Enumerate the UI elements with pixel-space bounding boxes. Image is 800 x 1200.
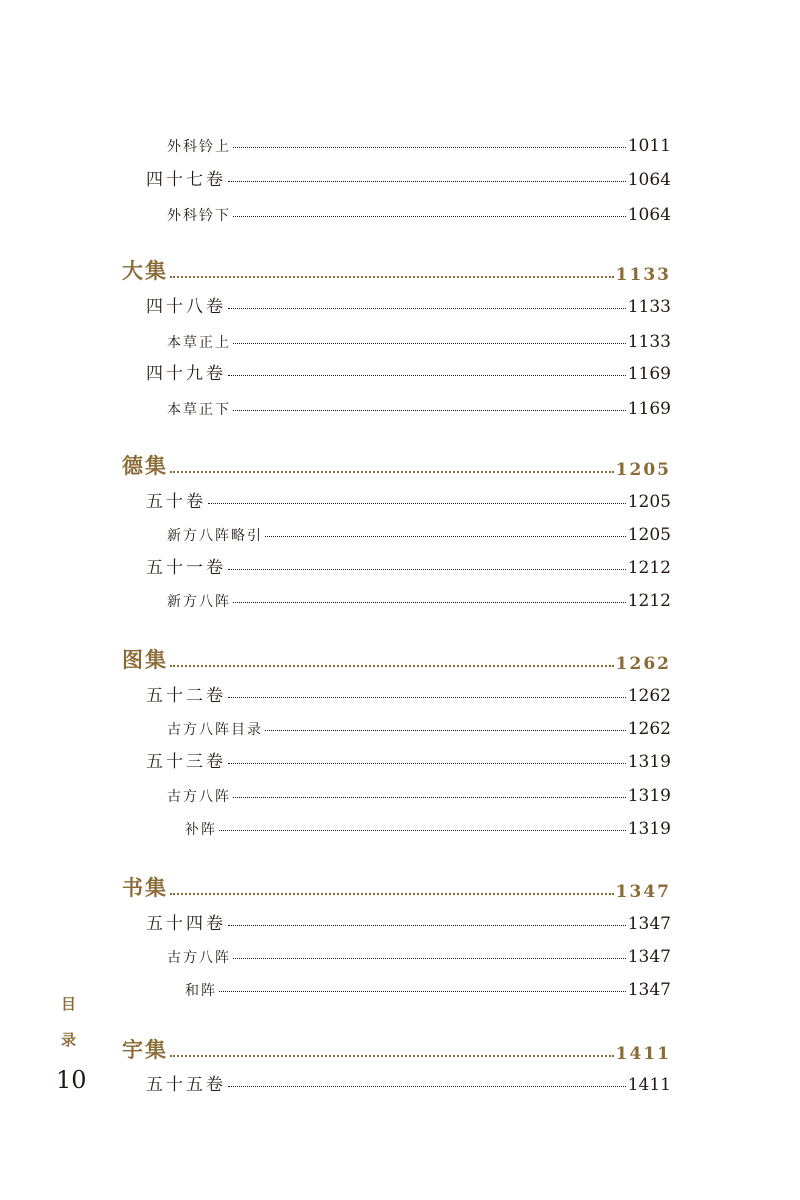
- toc-section-row: [122, 876, 671, 902]
- toc-entry-label: 五十一卷: [146, 558, 226, 578]
- toc-entry-label: 和阵: [185, 983, 217, 999]
- dot-leader: [170, 665, 614, 667]
- toc-page-number: 1205: [615, 460, 671, 480]
- toc-entry-label: 外科钤上: [167, 139, 231, 155]
- toc-entry-label: 五十五卷: [146, 1075, 226, 1095]
- toc-entry-label: 德集: [122, 453, 168, 478]
- toc-entry-label: 四十九卷: [146, 364, 226, 384]
- dot-leader: [170, 471, 614, 473]
- toc-page-number: 1411: [615, 1044, 671, 1064]
- toc-page-number: 1319: [627, 752, 671, 772]
- dot-leader: [265, 536, 626, 537]
- toc-entry-label: 五十四卷: [146, 914, 226, 934]
- toc-page-number: 1319: [627, 786, 671, 806]
- toc-page-number: 1347: [627, 947, 671, 967]
- toc-entry-row: [167, 393, 671, 419]
- toc-entry-label: 五十三卷: [146, 752, 226, 772]
- toc-page-number: 1205: [627, 492, 671, 512]
- toc-entry-row: [146, 291, 671, 317]
- toc-entry-row: [146, 486, 671, 512]
- toc-entry-label: 新方八阵略引: [167, 528, 263, 544]
- dot-leader: [170, 1055, 614, 1057]
- dot-leader: [208, 503, 626, 504]
- toc-entry-label: 补阵: [185, 822, 217, 838]
- toc-entry-label: 古方八阵: [167, 950, 231, 966]
- toc-entry-label: 图集: [122, 647, 168, 672]
- toc-entry-label: 四十八卷: [146, 297, 226, 317]
- toc-entry-label: 本草正上: [167, 335, 231, 351]
- toc-section-row: [122, 648, 671, 674]
- dot-leader: [228, 1086, 626, 1087]
- dot-leader: [233, 958, 626, 959]
- toc-page-number: 1205: [627, 525, 671, 545]
- toc-entry-label: 新方八阵: [167, 594, 231, 610]
- toc-page-number: 1169: [627, 399, 671, 419]
- toc-entry-row: [167, 713, 671, 739]
- toc-entry-row: [146, 680, 671, 706]
- toc-entry-row: [167, 585, 671, 611]
- dot-leader: [170, 276, 614, 278]
- dot-leader: [233, 147, 626, 148]
- toc-entry-label: 宇集: [122, 1037, 168, 1062]
- dot-leader: [233, 602, 626, 603]
- dot-leader: [233, 343, 626, 344]
- toc-entry-label: 古方八阵目录: [167, 722, 263, 738]
- dot-leader: [265, 730, 626, 731]
- toc-section-row: [122, 1038, 671, 1064]
- toc-section-row: [122, 454, 671, 480]
- dot-leader: [219, 830, 626, 831]
- toc-page-number: 1262: [627, 686, 671, 706]
- toc-section-row: [122, 259, 671, 285]
- toc-page-number: 1133: [615, 265, 671, 285]
- toc-page-number: 1411: [627, 1075, 671, 1095]
- toc-entry-label: 本草正下: [167, 402, 231, 418]
- toc-page-number: 1347: [627, 914, 671, 934]
- toc-entry-label: 古方八阵: [167, 789, 231, 805]
- toc-entry-row: [167, 941, 671, 967]
- toc-page-number: 1011: [627, 136, 671, 156]
- dot-leader: [170, 893, 614, 895]
- toc-entry-row: [167, 130, 671, 156]
- toc-entry-label: 四十七卷: [146, 170, 226, 190]
- toc-page-number: 1169: [627, 364, 671, 384]
- toc-entry-row: [185, 813, 671, 839]
- dot-leader: [233, 410, 626, 411]
- toc-entry-row: [146, 552, 671, 578]
- dot-leader: [228, 308, 626, 309]
- toc-entry-label: 大集: [122, 258, 168, 283]
- toc-entry-row: [146, 746, 671, 772]
- toc-page-number: 1212: [627, 558, 671, 578]
- toc-page-number: 1262: [615, 654, 671, 674]
- dot-leader: [233, 216, 626, 217]
- toc-page-number: 1212: [627, 591, 671, 611]
- toc-entry-label: 书集: [122, 875, 168, 900]
- page-number: 10: [56, 1066, 87, 1094]
- toc-entry-row: [185, 974, 671, 1000]
- toc-entry-row: [167, 326, 671, 352]
- toc-page-number: 1133: [627, 297, 671, 317]
- dot-leader: [228, 181, 626, 182]
- toc-page-number: 1262: [627, 719, 671, 739]
- dot-leader: [228, 925, 626, 926]
- side-label-char-2: 录: [61, 1031, 77, 1049]
- toc-entry-row: [167, 519, 671, 545]
- dot-leader: [228, 569, 626, 570]
- toc-entry-row: [146, 358, 671, 384]
- toc-page-number: 1133: [627, 332, 671, 352]
- dot-leader: [228, 697, 626, 698]
- toc-page-number: 1347: [627, 980, 671, 1000]
- toc-entry-label: 外科钤下: [167, 208, 231, 224]
- toc-page-number: 1064: [627, 170, 671, 190]
- dot-leader: [228, 763, 626, 764]
- toc-page-number: 1064: [627, 205, 671, 225]
- toc-entry-row: [167, 199, 671, 225]
- toc-entry-row: [146, 1069, 671, 1095]
- toc-page-number: 1319: [627, 819, 671, 839]
- toc-entry-row: [167, 780, 671, 806]
- toc-page-number: 1347: [615, 882, 671, 902]
- side-label-char-1: 目: [61, 995, 77, 1013]
- toc-entry-row: [146, 164, 671, 190]
- dot-leader: [228, 375, 626, 376]
- toc-entry-label: 五十二卷: [146, 686, 226, 706]
- toc-entry-row: [146, 908, 671, 934]
- toc-entry-label: 五十卷: [146, 492, 206, 512]
- dot-leader: [219, 991, 626, 992]
- dot-leader: [233, 797, 626, 798]
